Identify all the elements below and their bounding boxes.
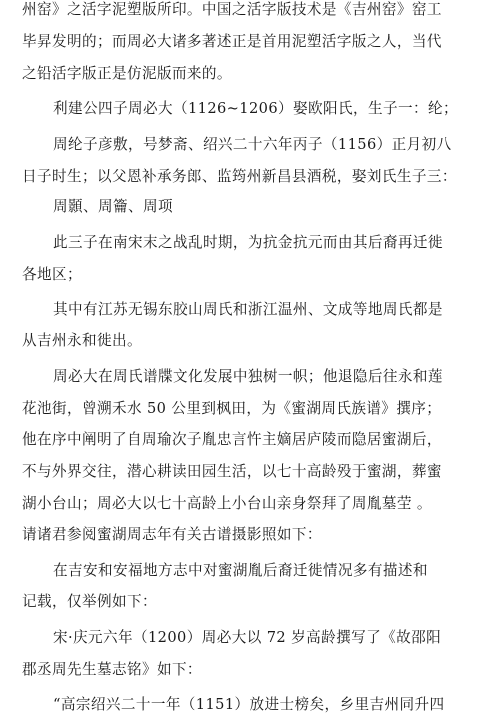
text-line: 毕昇发明的；而周必大诸多著述正是首用泥塑活字版之人，当代 [22, 32, 442, 50]
paragraph-first-line: 此三子在南宋末之战乱时期，为抗金抗元而由其后裔再迁徙 [53, 234, 443, 251]
text-line: 记载，仅举例如下： [22, 593, 157, 611]
text-line: 请诸君参阅蜜湖周志年有关古谱摄影照如下： [22, 525, 322, 543]
text-line: 郡丞周先生墓志铭》如下： [22, 660, 202, 678]
paragraph-first-line: 周顥、周籥、周项 [53, 198, 173, 216]
text-line: 从吉州永和徙出。 [22, 332, 142, 350]
text-line: 不与外界交往，潜心耕读田园生活，以七十高龄殁于蜜湖，葬蜜 [22, 463, 442, 481]
text-line: 日子时生；以父恩补承务郎、监筠州新昌县酒税，娶刘氏生子三： [22, 167, 457, 185]
paragraph-first-line: 周必大在周氏谱牒文化发展中独树一帜；他退隐后往永和莲 [53, 367, 443, 385]
paragraph-first-line: 利建公四子周必大（1126~1206）娶欧阳氏，生子一：纶； [53, 100, 458, 118]
paragraph-first-line: 宋·庆元六年（1200）周必大以 72 岁高龄撰写了《故邵阳 [53, 628, 442, 646]
text-line: 他在序中阐明了自周瑜次子胤忠言忤主嫡居庐陵而隐居蜜湖后， [22, 431, 442, 449]
text-line: 花池街，曾溯禾水 50 公里到枫田，为《蜜湖周氏族谱》撰序； [22, 399, 442, 417]
text-line: 州窑》之活字泥塑版所印。中国之活字版技术是《吉州窑》窑工 [22, 1, 442, 18]
paragraph-first-line: 其中有江苏无锡东胶山周氏和浙江温州、文成等地周氏都是 [53, 301, 443, 319]
text-line: 之铅活字版正是仿泥版而来的。 [22, 64, 232, 82]
paragraph-first-line: 周纶子彦敷，号梦斋、绍兴二十六年丙子（1156）正月初八 [53, 135, 452, 153]
text-line: 湖小台山；周必大以七十高龄上小台山亲身祭拜了周胤墓茔 。 [22, 495, 432, 513]
text-line: 各地区； [22, 265, 82, 283]
paragraph-first-line: “高宗绍兴二十一年（1151）放进士榜矣，乡里吉州同升四 [53, 696, 445, 714]
paragraph-first-line: 在吉安和安福地方志中对蜜湖胤后裔迁徙情况多有描述和 [53, 561, 428, 579]
